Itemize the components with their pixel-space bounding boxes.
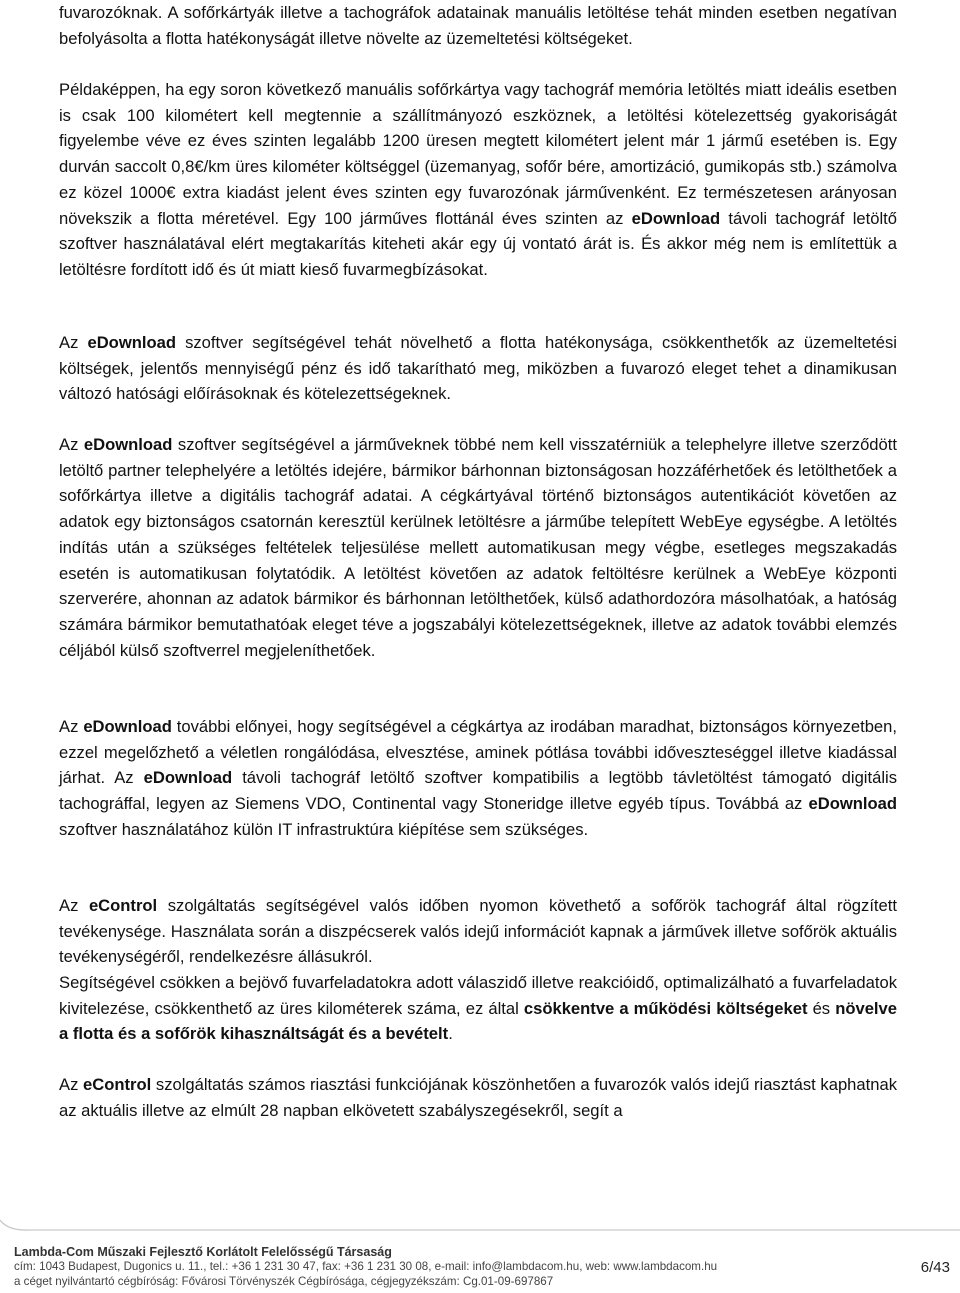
paragraph-benefits: Segítségével csökken a bejövő fuvarfeladatokra adott válaszidő illetve reakcióidő, optimalizálható a fuvarfeladatok kivitelezése, csökkenthető az üres kilométerek száma, ez által csökkentve a működési költségeket és növelve a flotta és a sofőrök kihasználtságát és a bevételt. [59, 973, 897, 1044]
page-footer [14, 1244, 894, 1289]
page-number: 6/43 [920, 1259, 950, 1276]
econtrol-bold: eControl [88, 896, 158, 915]
paragraph-intro: fuvarozóknak. A sofőrkártyák illetve a tachográfok adatainak manuális letöltése tehát minden esetben negatívan befolyásolta a flotta hatékonyságát illetve növelte az üzemeltetési költségeket. [59, 3, 897, 48]
company-name: Lambda-Com Műszaki Fejlesztő Korlátolt Felelősségű Társaság [14, 1245, 392, 1259]
econtrol-bold: eControl [83, 1075, 152, 1094]
footer-divider [0, 1218, 960, 1232]
company-address: cím: 1043 Budapest, Dugonics u. 11., tel.: +36 1 231 30 47, fax: +36 1 231 30 08, e-mail: info@lambdacom.hu, web: www.lambdacom.hu [14, 1260, 718, 1273]
paragraph-advantages: Az eDownload további előnyei, hogy segítségével a cégkártya az irodában maradhat, biztonságos környezetben, ezzel megelőzhető a véletlen rongálódása, elvesztése, aminek pótlása további időveszteséggel illetve kiadással járhat. Az eDownload távoli tachográf letöltő szoftver kompatibilis a legtöbb távletöltést támogató digitális tachográffal, legyen az Siemens VDO, Continental vagy Stoneridge illetve egyéb típus. Továbbá az eDownload szoftver használatához külön IT infrastruktúra kiépítése sem szükséges. [59, 717, 897, 839]
utilization-bold: növelve a flotta és a sofőrök kihasználtságát és a bevételt [59, 998, 897, 1044]
edownload-bold: eDownload [83, 717, 172, 736]
edownload-bold: eDownload [808, 794, 897, 814]
paragraph-alerts: Az eControl szolgáltatás számos riasztási funkciójának köszönhetően a fuvarozók valós idejű riasztást kaphatnak az aktuális illetve az elmúlt 28 napban elkövetett szabályszegésekről, segít a [59, 1075, 897, 1120]
paragraph-example: Példaképpen, ha egy soron következő manuális sofőrkártya vagy tachográf memória letöltés miatt ideális esetben is csak 100 kilométert kell megtennie a szállítmányozó eszköznek, a letöltési kötelezettség gyakoriságát figyelembe véve ez éves szinten legalább 1200 üresen megtett kilométert jelent már 1 jármű esetében is. Egy durván saccolt 0,8€/km üres kilométer költséggel (üzemanyag, sofőr bére, amortizáció, gumikopás stb.) számolva ez közel 1000€ extra kiadást jelent éves szinten egy fuvarozónak járművenként. Ez természetesen arányosan növekszik a flotta méretével. Egy 100 járműves flottánál éves szinten az eDownload távoli tachográf letöltő szoftver használatával elért megtakarítás kiteheti akár egy új vontató árát is. És akkor még nem is említettük a letöltésre fordított idő és út miatt kieső fuvarmegbízásokat. [59, 80, 897, 279]
paragraph-remote-download: Az eDownload szoftver segítségével a járműveknek többé nem kell visszatérniük a telephelyre illetve szerződött letöltő partner telephelyére a letöltés idejére, bármikor bárhonnan biztonságosan hozzáférhetőek és letölthetőek a sofőrkártya illetve a digitális tachográf adatai. A cégkártyával történő biztonságos autentikációt követően az adatok egy biztonságos csatornán keresztül kerülnek letöltésre a járműbe telepített WebEye egységbe. A letöltés indítás után a szükséges feltételek teljesülése mellett automatikusan megy végbe, esetleges megszakadás esetén is automatikusan folytatódik. A letöltést követően az adatok feltöltésre kerülnek a WebEye központi szerverére, ahonnan az adatok bármikor és bárhonnan letölthetőek, külső adathordozóra másolhatóak, a hatóság számára bármikor bemutathatóak eleget téve a jogszabályi kötelezettségeknek, illetve az adatok további elemzés céljából külső szoftverrel megjeleníthetőek. [59, 435, 897, 660]
edownload-bold: eDownload [87, 333, 176, 352]
paragraph-efficiency: Az eDownload szoftver segítségével tehát növelhető a flotta hatékonysága, csökkenthetők az üzemeltetési költségek, jelentős mennyiségű pénz és idő takarítható meg, miközben a fuvarozó eleget tehet a dinamikusan változó hatósági előírásoknak és kötelezettségeknek. [59, 333, 897, 404]
edownload-bold: eDownload [83, 435, 173, 454]
edownload-bold: eDownload [143, 768, 233, 788]
company-registry: a céget nyilvántartó cégbíróság: Fővárosi Törvényszék Cégbírósága, cégjegyzékszám: Cg.01-09-697867 [14, 1274, 554, 1288]
paragraph-econtrol: Az eControl szolgáltatás segítségével valós időben nyomon követhető a sofőrök tachográf által rögzített tevékenysége. Használata során a diszpécserek valós idejű információt kapnak a járművek illetve sofőrök aktuális tevékenységéről, rendelkezésre állásukról. [59, 896, 897, 967]
cost-reduction-bold: csökkentve a működési költségeket [523, 998, 808, 1018]
edownload-bold: eDownload [631, 208, 721, 228]
